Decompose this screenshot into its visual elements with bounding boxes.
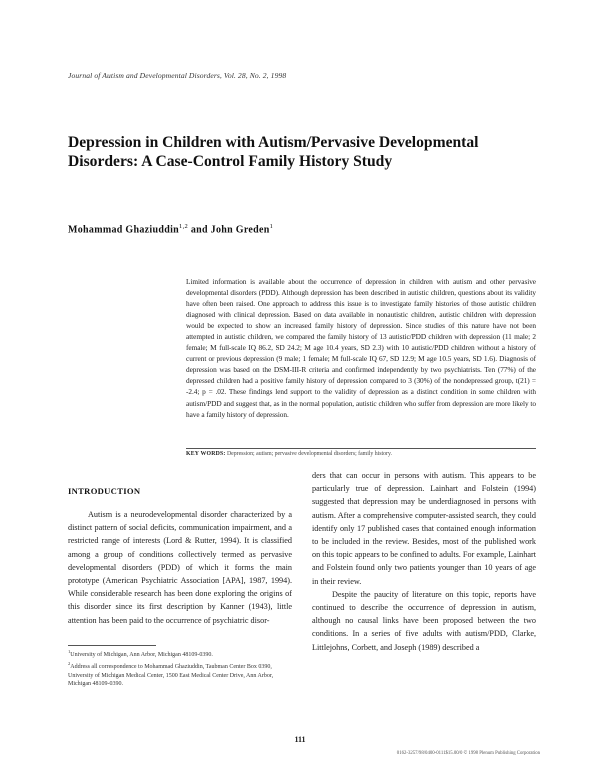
footnote	[68, 660, 292, 689]
page-number: 111	[294, 735, 306, 744]
footnote-divider	[68, 645, 156, 646]
footnote-mark: 2	[68, 660, 71, 666]
author-name: Mohammad Ghaziuddin	[68, 224, 180, 236]
author-name: John Greden	[210, 224, 270, 236]
keywords	[186, 451, 536, 457]
author-affiliation-mark: 1,2	[179, 223, 189, 230]
body-paragraph: Despite the paucity of literature on this topic, reports have continued to describe the occurrence of depression in autism, although no causal links have been proposed between the two conditions. In a series of five adults with autism/PDD, Clarke, Littlejohns, Corbett, and Joseph (1989) described a	[312, 589, 536, 652]
right-column	[312, 469, 536, 654]
journal-citation: Journal of Autism and Developmental Disorders, Vol. 28, No. 2, 1998	[68, 71, 287, 80]
section-heading: INTRODUCTION	[68, 486, 141, 496]
paper-title: Depression in Children with Autism/Pervasive Developmental Disorders: A Case-Control Family History Study	[68, 134, 479, 170]
author-conjunction: and	[188, 224, 211, 236]
body-paragraph: Autism is a neurodevelopmental disorder characterized by a distinct pattern of social deficits, communication impairment, and a restricted range of interests (Lord & Rutter, 1994). It is classified among a group of conditions collectively termed as pervasive developmental disorders (PDD) of which it forms the main prototype (American Psychiatric Association [APA], 1987, 1994). While considerable research has been done exploring the origins of this disorder since its first description by Kanner (1943), little attention has been paid to the occurrence of psychiatric disor-	[68, 510, 292, 625]
author-affiliation-mark: 1	[269, 223, 274, 230]
footnote	[68, 648, 292, 660]
author-line	[68, 223, 273, 235]
abstract: Limited information is available about the occurrence of depression in children with autism and other pervasive developmental disorders (PDD). Although depression has been described in autistic children, questions about its validity have often been raised. One approach to address this issue is to investigate family histories of those autistic children diagnosed with clinical depression. Based on data available in nonautistic children, autistic children with depression would be expected to show an increased family history of depression. Since studies of this nature have not been attempted in autistic children, we compared the family history of 13 autistic/PDD children with depression (11 male; 2 female; M full-scale IQ 86.2, SD 24.2; M age 10.4 years, SD 2.3) with 10 autistic/PDD children without a history of current or previous depression (9 male; 1 female; M full-scale IQ 67, SD 12.9; M age 10.5 years, SD 1.6). Diagnosis of depression was based on the DSM-III-R criteria and confirmed independently by two psychiatrists. Ten (77%) of the depressed children had a positive family history of depression compared to 3 (30%) of the nondepressed group, t(21) = -2.4; p = .02. These findings lend support to the validity of depression as a distinct condition in some children with autism/PDD and suggest that, as in the normal population, autistic children who suffer from depression are more likely to have a family history of depression.	[186, 277, 536, 419]
keywords-label: KEY WORDS:	[186, 451, 226, 457]
left-column	[68, 508, 292, 627]
abstract-divider	[186, 448, 536, 449]
footnote-mark: 1	[68, 649, 71, 654]
footnote-text: University of Michigan, Ann Arbor, Michigan 48109-0390.	[70, 652, 213, 658]
keywords-text: Depression; autism; pervasive developmental disorders; family history.	[225, 451, 392, 457]
copyright-line: 0162-3257/98/0400-0111$15.00/0 © 1998 Plenum Publishing Corporation	[396, 751, 540, 756]
footnotes	[68, 648, 292, 689]
body-paragraph: ders that can occur in persons with autism. This appears to be particularly true of depression. Lainhart and Folstein (1994) suggested that depression may be underdiagnosed in persons with autism. After a comprehensive computer-assisted search, they could identify only 17 published cases that contained enough information to be included in the review. Besides, most of the published work on this topic appears to be confined to adults. For example, Lainhart and Folstein found only two patients younger than 10 years of age in their review.	[312, 471, 536, 586]
footnote-text: Address all correspondence to Mohammad Ghaziuddin, Taubman Center Box 0390, University of Michigan Medical Center, 1500 East Medical Center Drive, Ann Arbor, Michigan 48109-0390.	[68, 663, 274, 688]
